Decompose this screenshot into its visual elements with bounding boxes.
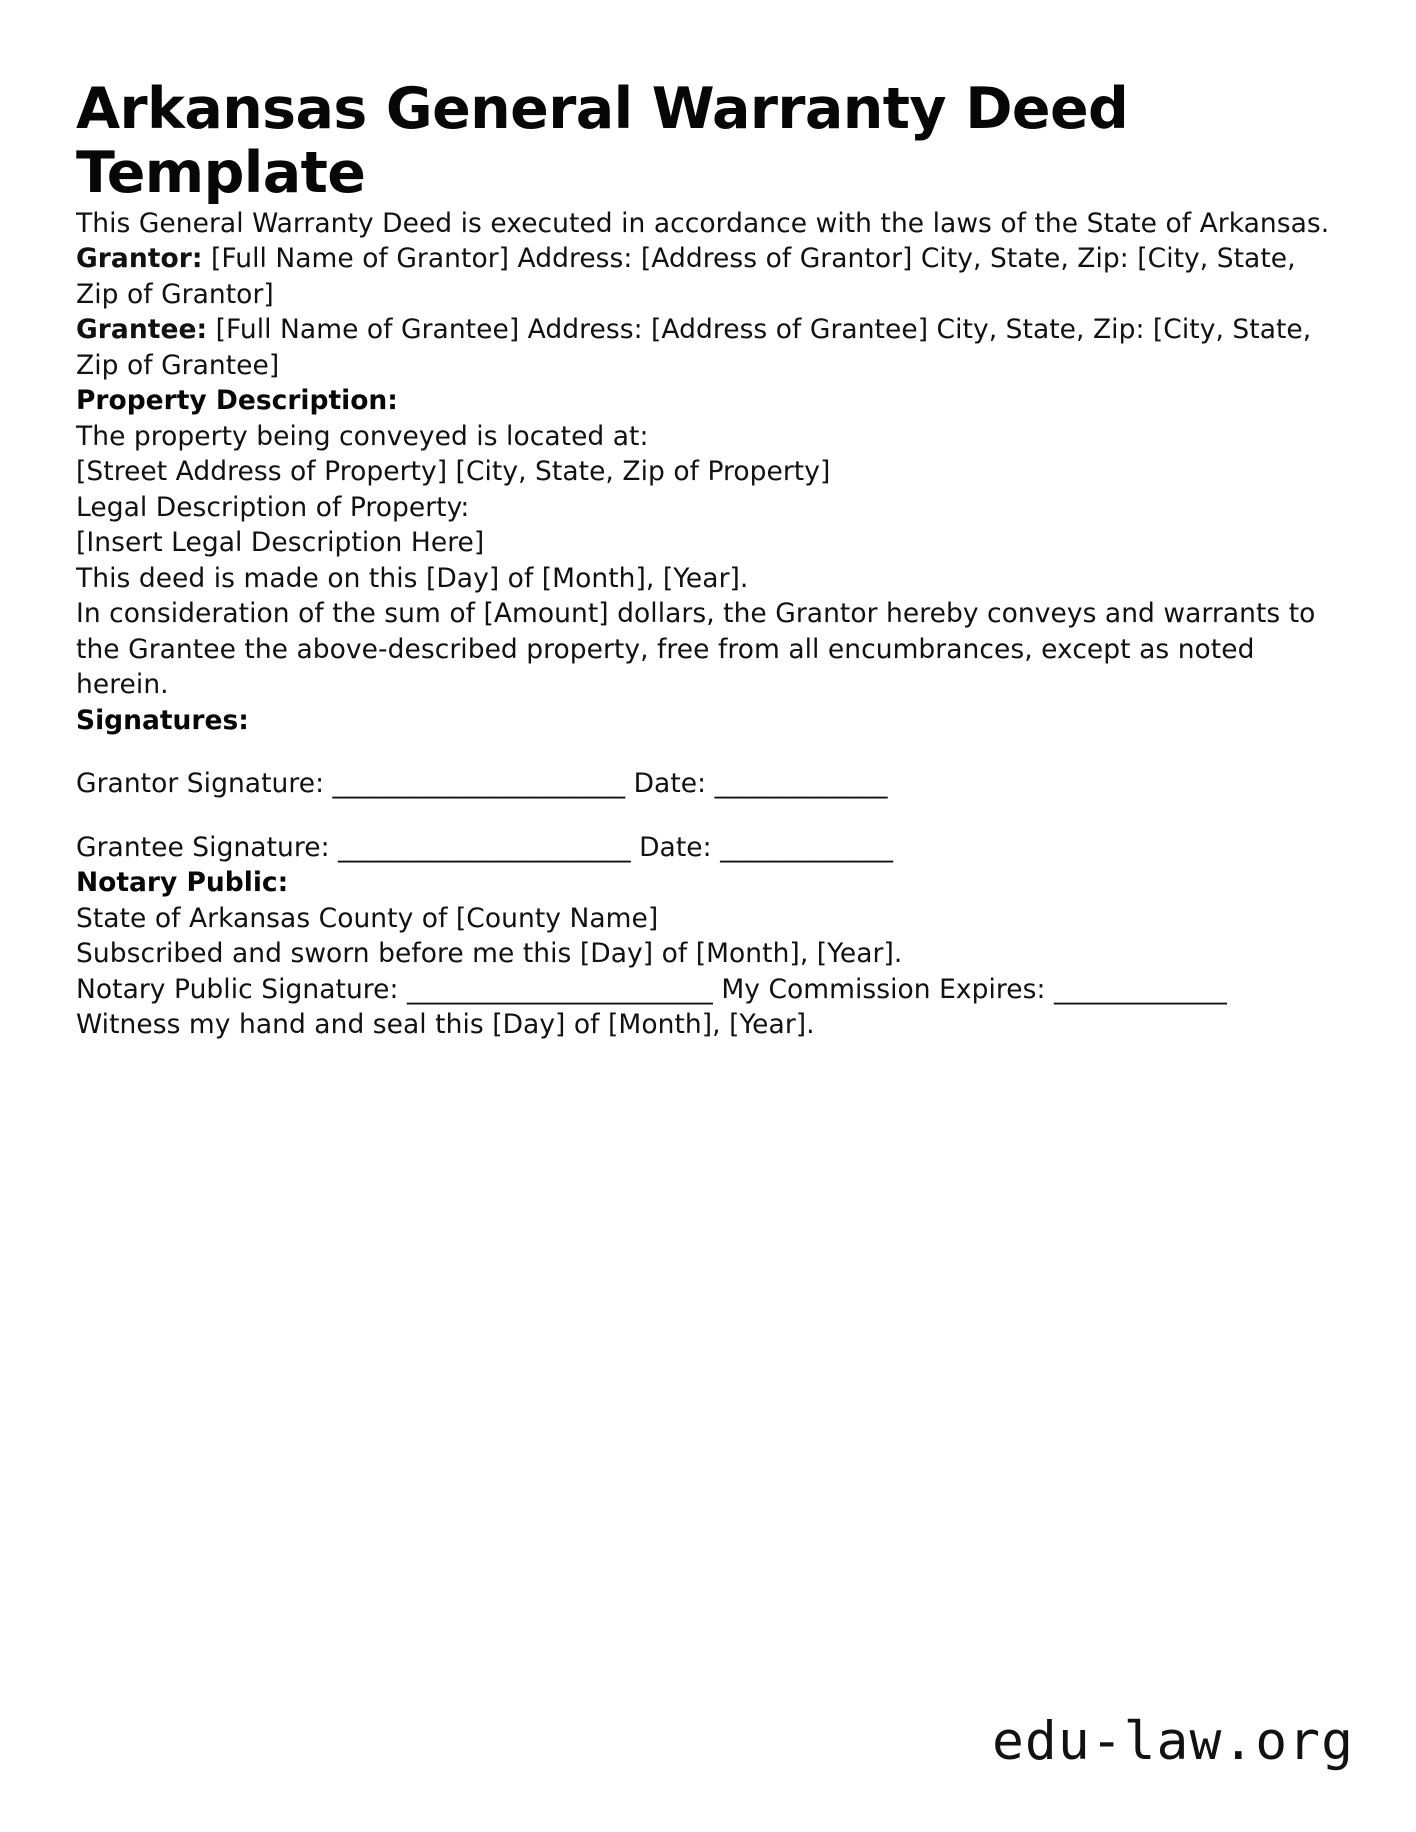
grantor-label: Grantor: [76,243,203,275]
notary-public-heading: Notary Public: [76,867,289,899]
grantor-details: [Full Name of Grantor] Address: [Address of Grantor] City, State, Zip: [City, State, Zip of Grantor] [76,243,1296,310]
site-watermark: edu-law.org [992,1711,1354,1772]
grantee-signature-line: Grantee Signature: ______________________ Date: _____________ [76,831,893,863]
grantor-signature-line: Grantor Signature: ______________________ Date: _____________ [76,768,888,800]
legal-description-placeholder: [Insert Legal Description Here] [76,527,485,559]
grantee-label: Grantee: [76,314,208,346]
document-body [76,78,1340,1043]
property-description-heading: Property Description: [76,385,398,417]
property-address-placeholder: [Street Address of Property] [City, State, Zip of Property] [76,456,831,488]
notary-state-county: State of Arkansas County of [County Name] [76,902,659,934]
legal-description-label: Legal Description of Property: [76,491,470,523]
signatures-heading: Signatures: [76,704,249,736]
notary-subscribed-sworn: Subscribed and sworn before me this [Day] of [Month], [Year]. [76,938,903,970]
notary-witness-line: Witness my hand and seal this [Day] of [Month], [Year]. [76,1009,815,1041]
grantee-paragraph [76,312,1340,383]
consideration-paragraph: In consideration of the sum of [Amount] dollars, the Grantor hereby conveys and warrants to the Grantee the above-described property, free from all encumbrances, except as noted herein. [76,598,1316,701]
notary-signature-line: Notary Public Signature: _______________________ My Commission Expires: _____________ [76,973,1227,1005]
deed-date-paragraph: This deed is made on this [Day] of [Month], [Year]. [76,562,749,594]
property-located-at: The property being conveyed is located at: [76,420,649,452]
page-title: Arkansas General Warranty Deed Template [76,76,1129,206]
grantor-paragraph [76,241,1340,312]
grantee-details: [Full Name of Grantee] Address: [Address of Grantee] City, State, Zip: [City, State, Zip of Grantee] [76,314,1312,381]
intro-paragraph: This General Warranty Deed is executed in accordance with the laws of the State of Arkansas. [76,207,1330,239]
